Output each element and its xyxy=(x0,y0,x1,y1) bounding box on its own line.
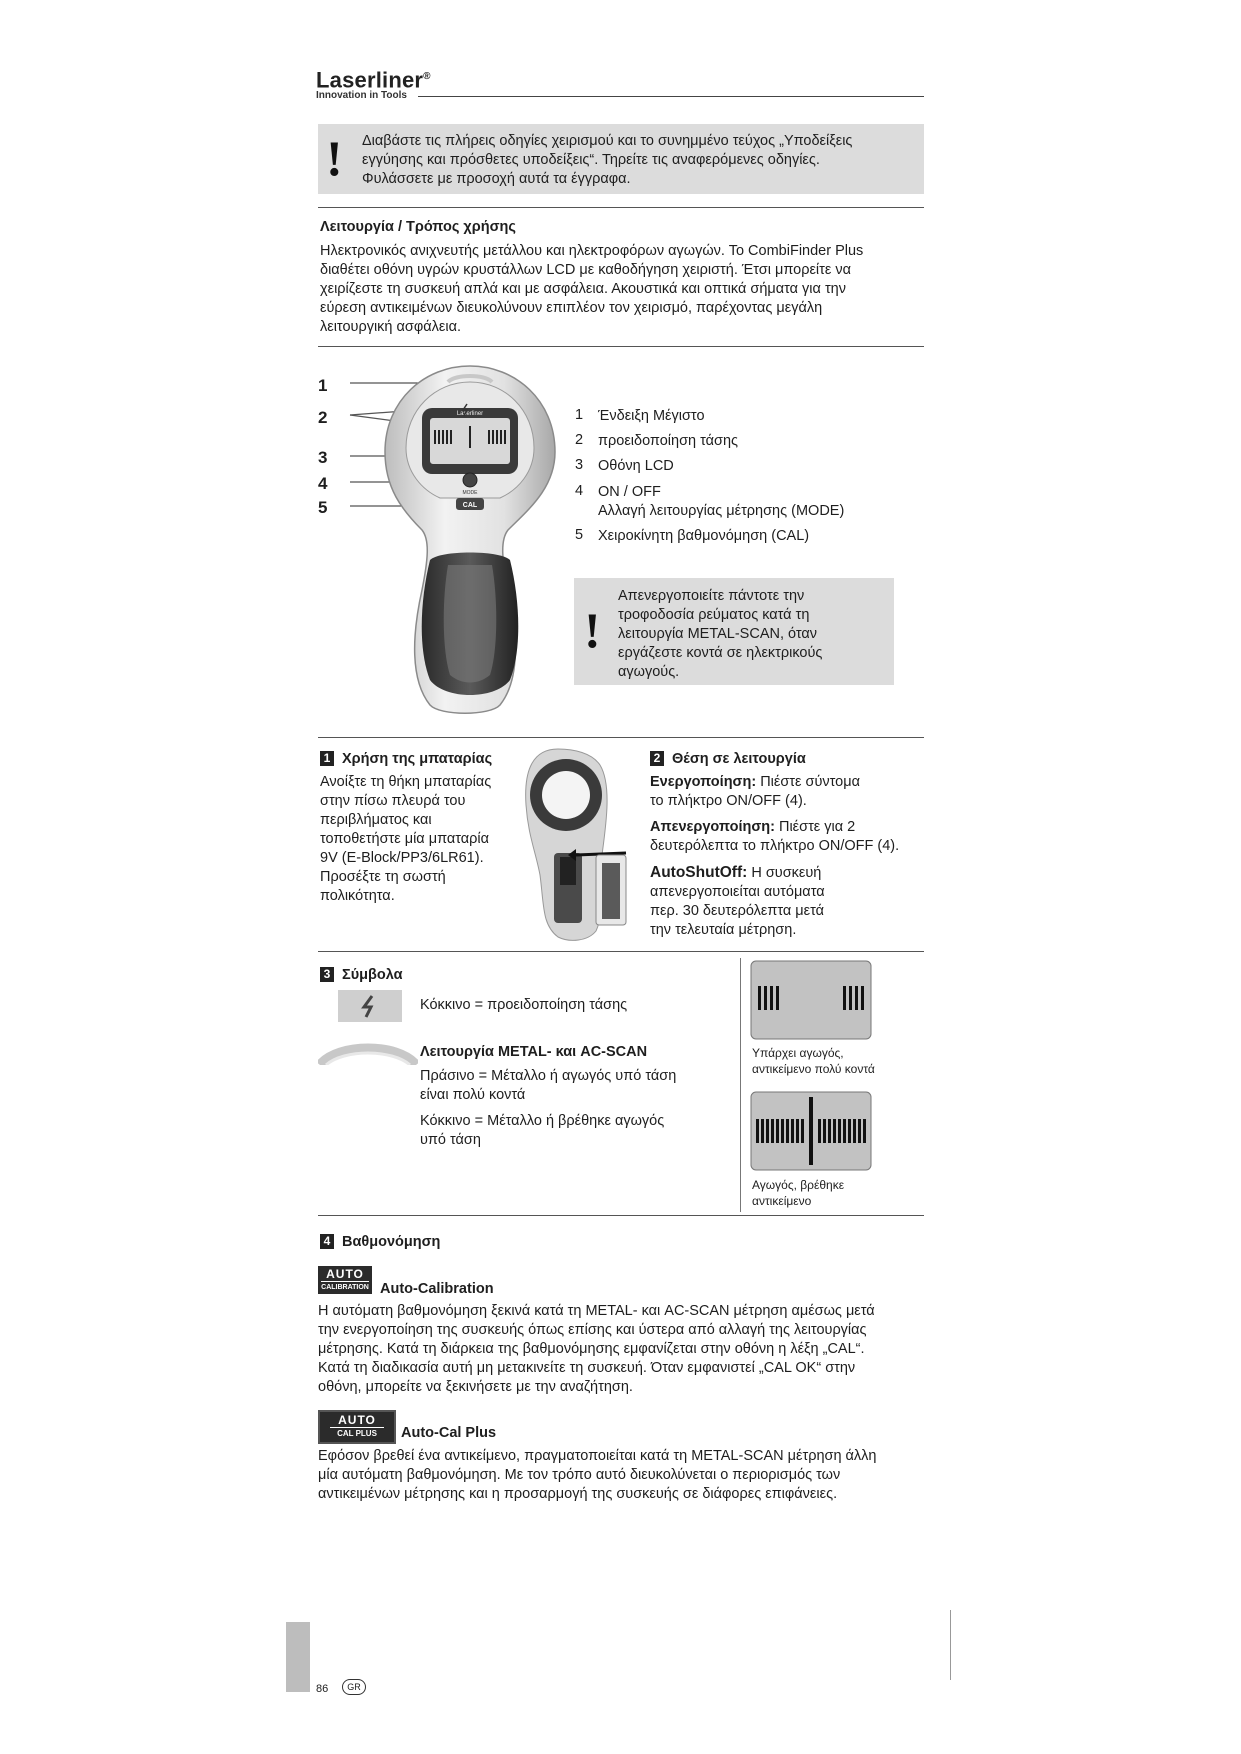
section-number: 3 xyxy=(320,967,334,982)
rule xyxy=(318,207,924,208)
battery-text: Ανοίξτε τη θήκη μπαταρίας στην πίσω πλευρά του περιβλήματος και τοποθετήστε μία μπαταρία 9V (E-Block/PP3/6LR61). Προσέξτε τη σωστή πολικότητα. xyxy=(320,774,492,904)
legend-num-2: 2 xyxy=(575,432,584,448)
auto-calibration-text: Η αυτόματη βαθμονόμηση ξεκινά κατά τη METAL- και AC-SCAN μέτρηση αμέσως μετά την ενεργοποίηση της συσκευής όπως επίσης και ύστερα από αλλαγή της λειτουργίας μέτρησης. Κατά τη διάρκεια της βαθμονόμησης εμφανίζεται στην οθόνη η λέξη „CAL“. Κατά τη διαδικασία αυτή μη μετακινείτε τη συσκευή. Όταν εμφανιστεί „CAL OK“ στην οθόνη, μπορείτε να ξεκινήσετε με την αναζήτηση. xyxy=(318,1303,875,1395)
svg-text:Laserliner: Laserliner xyxy=(456,411,484,417)
calibration-heading: 4 Βαθμονόμηση xyxy=(320,1234,440,1250)
brand-name: Laserliner xyxy=(316,67,424,93)
auto-cal-plus-badge-icon: AUTO CAL PLUS xyxy=(318,1410,396,1444)
rule xyxy=(318,346,924,347)
device-illustration xyxy=(330,360,570,720)
lcd-display-near-icon xyxy=(750,960,872,1040)
page-side-tab xyxy=(286,1622,310,1692)
legend-num-5: 5 xyxy=(575,527,584,543)
voltage-symbol-text: Κόκκινο = προειδοποίηση τάσης xyxy=(420,997,628,1013)
scan-green-text: Πράσινο = Μέταλλο ή αγωγός υπό τάση είναι πολύ κοντά xyxy=(420,1068,677,1103)
function-text: Ηλεκτρονικός ανιχνευτής μετάλλου και ηλεκτροφόρων αγωγών. Το CombiFinder Plus διαθέτει οθόνη υγρών κρυστάλλων LCD με καθοδήγηση χειριστή. Έτσι μπορείτε να χειρίζεστε τη συσκευή απλά και με ασφάλεια. Ακουστικά και οπτικά σήματα για την εύρεση αντικειμένων διευκολύνουν επιπλέον τον χειρισμό, παρέχοντας μεγάλη λειτουργική ασφάλεια. xyxy=(320,243,864,335)
callout-1: 1 xyxy=(318,376,328,395)
callout-2: 2 xyxy=(318,408,328,427)
lcd2-caption: Αγωγός, βρέθηκε αντικείμενο xyxy=(752,1178,845,1208)
legend-num-4: 4 xyxy=(575,483,584,499)
brand-logo xyxy=(316,66,431,101)
callout-4: 4 xyxy=(318,474,328,493)
top-warning-box xyxy=(318,124,924,194)
callout-3: 3 xyxy=(318,448,328,467)
language-badge: GR xyxy=(342,1679,366,1695)
page-number: 86 xyxy=(316,1683,329,1695)
lcd-display-found-icon xyxy=(750,1091,872,1171)
scan-ring-symbol-icon xyxy=(318,1035,418,1065)
svg-text:CAL: CAL xyxy=(462,502,478,509)
rule xyxy=(318,1215,924,1216)
legend-text-5: Χειροκίνητη βαθμονόμηση (CAL) xyxy=(598,528,810,544)
legend-text-4: ON / OFF Αλλαγή λειτουργίας μέτρησης (MODE) xyxy=(598,484,845,519)
battery-illustration xyxy=(518,745,638,945)
auto-cal-plus-text: Εφόσον βρεθεί ένα αντικείμενο, πραγματοποιείται κατά τη METAL-SCAN μέτρηση άλλη μία αυτόματη βαθμονόμηση. Με τον τρόπο αυτό διευκολύνεται ο περιορισμός των αντικειμένων μέτρησης και η προσαρμογή της συσκευής σε διάφορες επιφάνειες. xyxy=(318,1448,877,1502)
operation-heading: 2 Θέση σε λειτουργία xyxy=(650,751,806,767)
section-number: 2 xyxy=(650,751,664,766)
scan-red-text: Κόκκινο = Μέταλλο ή βρέθηκε αγωγός υπό τάση xyxy=(420,1113,665,1148)
section-number: 1 xyxy=(320,751,334,766)
legend-text-3: Οθόνη LCD xyxy=(598,458,674,474)
top-warning-text: Διαβάστε τις πλήρεις οδηγίες χειρισμού και το συνημμένο τεύχος „Υποδείξεις εγγύησης και πρόσθετες υποδείξεις“. Τηρείτε τις αναφερόμενες οδηγίες. Φυλάσσετε με προσοχή αυτά τα έγγραφα. xyxy=(362,133,853,187)
rule xyxy=(318,951,924,952)
callout-5: 5 xyxy=(318,498,328,517)
legend-text-2: προειδοποίηση τάσης xyxy=(598,433,739,449)
legend-num-3: 3 xyxy=(575,457,584,473)
auto-cal-plus-title: Auto-Cal Plus xyxy=(401,1425,497,1441)
exclamation-icon: ! xyxy=(584,602,601,658)
rule xyxy=(318,737,924,738)
exclamation-icon: ! xyxy=(326,130,343,186)
auto-calibration-badge-icon: AUTO CALIBRATION xyxy=(318,1266,372,1294)
brand-reg: ® xyxy=(423,71,431,82)
battery-heading: 1 Χρήση της μπαταρίας xyxy=(320,751,492,767)
voltage-warning-symbol-icon xyxy=(338,990,402,1022)
header-rule xyxy=(418,96,924,97)
power-warning-text: Απενεργοποιείτε πάντοτε την τροφοδοσία ρεύματος κατά τη λειτουργία METAL-SCAN, όταν εργάζεστε κοντά σε ηλεκτρικούς αγωγούς. xyxy=(618,588,823,680)
symbols-divider xyxy=(740,958,741,1212)
svg-text:MODE: MODE xyxy=(462,490,478,496)
legend-text-1: Ένδειξη Μέγιστο xyxy=(598,408,705,424)
lcd1-caption: Υπάρχει αγωγός, αντικείμενο πολύ κοντά xyxy=(752,1046,875,1076)
right-margin-line xyxy=(950,1610,951,1680)
function-heading: Λειτουργία / Τρόπος χρήσης xyxy=(320,219,516,235)
operation-text: Ενεργοποίηση: Πιέστε σύντομα το πλήκτρο ON/OFF (4). Απενεργοποίηση: Πιέστε για 2 δευτερόλεπτα το πλήκτρο ON/OFF (4). AutoShutOff: Η συσκευή απενεργοποιείται αυτόματα περ. 30 δευτερόλεπτα μετά την τελευταία μέτρηση. xyxy=(650,774,900,938)
auto-calibration-title: Auto-Calibration xyxy=(380,1281,494,1297)
legend-num-1: 1 xyxy=(575,407,584,423)
brand-tagline: Innovation in Tools xyxy=(316,90,407,102)
section-number: 4 xyxy=(320,1234,334,1249)
power-warning-box xyxy=(574,578,894,685)
symbols-heading: 3 Σύμβολα xyxy=(320,967,403,983)
scan-heading: Λειτουργία METAL- και AC-SCAN xyxy=(420,1044,648,1060)
